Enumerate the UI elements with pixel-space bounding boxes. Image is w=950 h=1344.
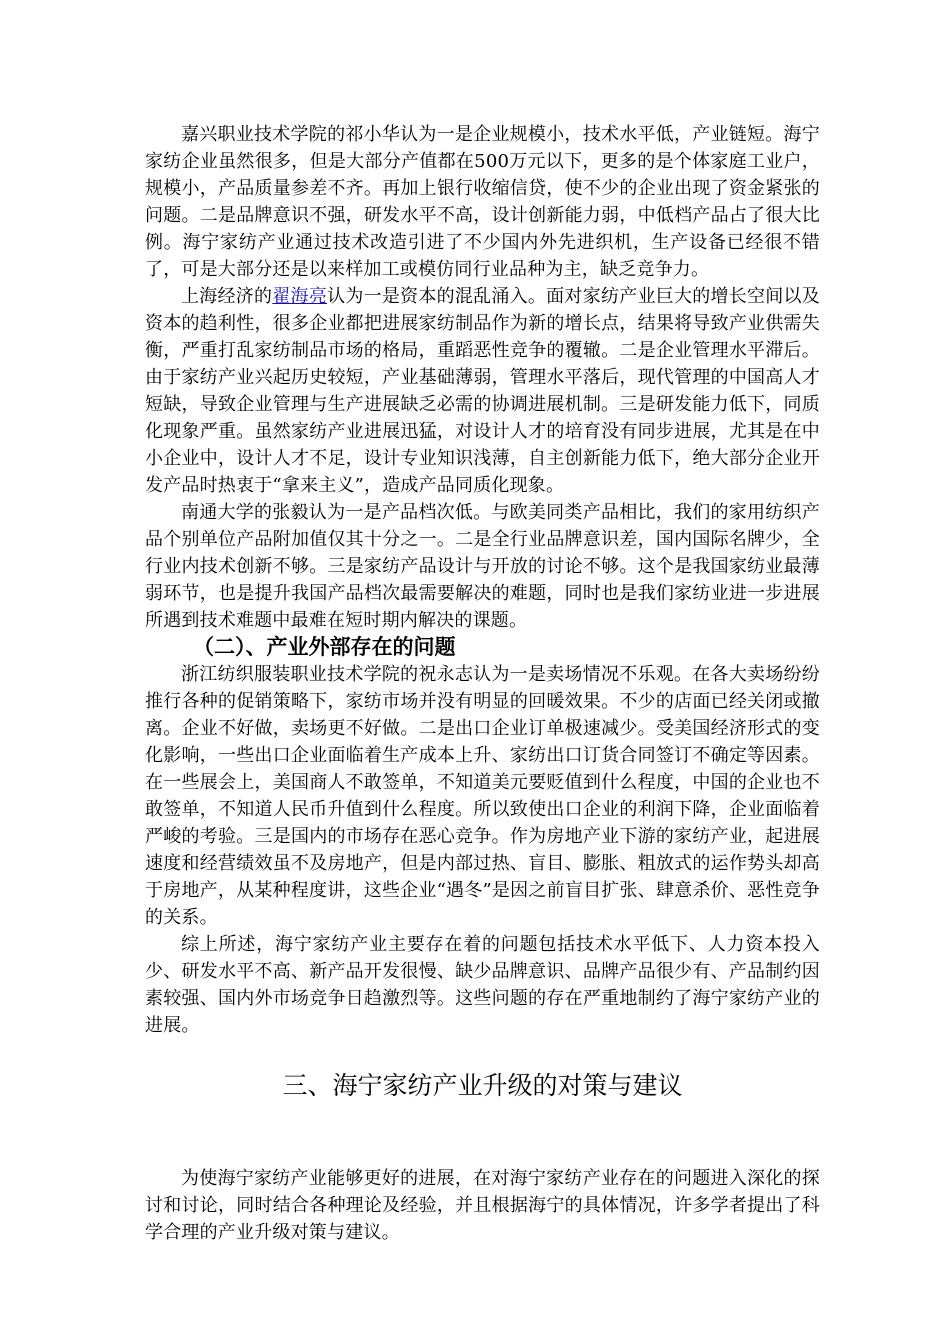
author-link[interactable]: 翟海亮 — [272, 286, 328, 307]
document-page — [145, 121, 820, 1246]
paragraph-qi-xiaohua: 嘉兴职业技术学院的祁小华认为一是企业规模小，技术水平低，产业链短。海宁家纺企业虽然很多，但是大部分产值都在500万元以下，更多的是个体家庭工业户，规模小，产品质量参差不齐。再加上银行收缩信贷，使不少的企业出现了资金紧张的问题。二是品牌意识不强，研发水平不高，设计创新能力弱，中低档产品占了很大比例。海宁家纺产业通过技术改造引进了不少国内外先进织机，生产设备已经很不错了，可是大部分还是以来样加工或模仿同行业品种为主，缺乏竞争力。 — [145, 124, 820, 280]
subheading-external-problems: （二）、产业外部存在的问题 — [193, 635, 456, 659]
section-title: 三、海宁家纺产业升级的对策与建议 — [282, 1071, 683, 1100]
paragraph-zhang-yi: 南通大学的张毅认为一是产品档次低。与欧美同类产品相比，我们的家用纺织产品个别单位产品附加值仅其十分之一。二是全行业品牌意识差，国内国际名牌少，全行业内技术创新不够。三是家纺产品设计与开放的讨论不够。这个是我国家纺业最薄弱环节，也是提升我国产品档次最需要解决的难题，同时也是我们家纺业进一步进展所遇到技术难题中最难在短时期内解决的课题。 — [145, 502, 820, 631]
paragraph-text-after-link: 认为一是资本的混乱涌入。面对家纺产业巨大的增长空间以及资本的趋利性，很多企业都把进展家纺制品作为新的增长点，结果将导致产业供需失衡，严重打乱家纺制品市场的格局，重蹈恶性竞争的覆辙。二是企业管理水平滞后。由于家纺产业兴起历史较短，产业基础薄弱，管理水平落后，现代管理的中国高人才短缺，导致企业管理与生产进展缺乏必需的协调进展机制。三是研发能力低下，同质化现象严重。虽然家纺产业进展迅猛，对设计人才的培育没有同步进展，尤其是在中小企业中，设计人才不足，设计专业知识浅薄，自主创新能力低下，绝大部分企业开发产品时热衷于“拿来主义”，造成产品同质化现象。 — [145, 286, 820, 496]
paragraph-summary: 综上所述，海宁家纺产业主要存在着的问题包括技术水平低下、人力资本投入少、研发水平不高、新产品开发很慢、缺少品牌意识、品牌产品很少有、产品制约因素较强、国内外市场竞争日趋激烈等。这些问题的存在严重地制约了海宁家纺产业的进展。 — [145, 934, 820, 1036]
paragraph-zhai-hailiang — [145, 283, 820, 499]
paragraph-zhu-yongzhi: 浙江纺织服装职业技术学院的祝永志认为一是卖场情况不乐观。在各大卖场纷纷推行各种的促销策略下，家纺市场并没有明显的回暖效果。不少的店面已经关闭或撤离。企业不好做，卖场更不好做。二是出口企业订单极速减少。受美国经济形式的变化影响，一些出口企业面临着生产成本上升、家纺出口订货合同签订不确定等因素。在一些展会上，美国商人不敢签单，不知道美元要贬值到什么程度，中国的企业也不敢签单，不知道人民币升值到什么程度。所以致使出口企业的利润下降，企业面临着严峻的考验。三是国内的市场存在恶心竞争。作为房地产业下游的家纺产业，起进展速度和经营绩效虽不及房地产，但是内部过热、盲目、膨胀、粗放式的运作势头却高于房地产，从某种程度讲，这些企业“遇冬”是因之前盲目扩张、肆意杀价、恶性竞争的关系。 — [145, 664, 820, 928]
paragraph-intro-countermeasures: 为使海宁家纺产业能够更好的进展，在对海宁家纺产业存在的问题进入深化的探讨和讨论，同时结合各种理论及经验，并且根据海宁的具体情况，许多学者提出了科学合理的产业升级对策与建议。 — [145, 1168, 820, 1243]
paragraph-text-before-link: 上海经济的 — [181, 286, 273, 307]
